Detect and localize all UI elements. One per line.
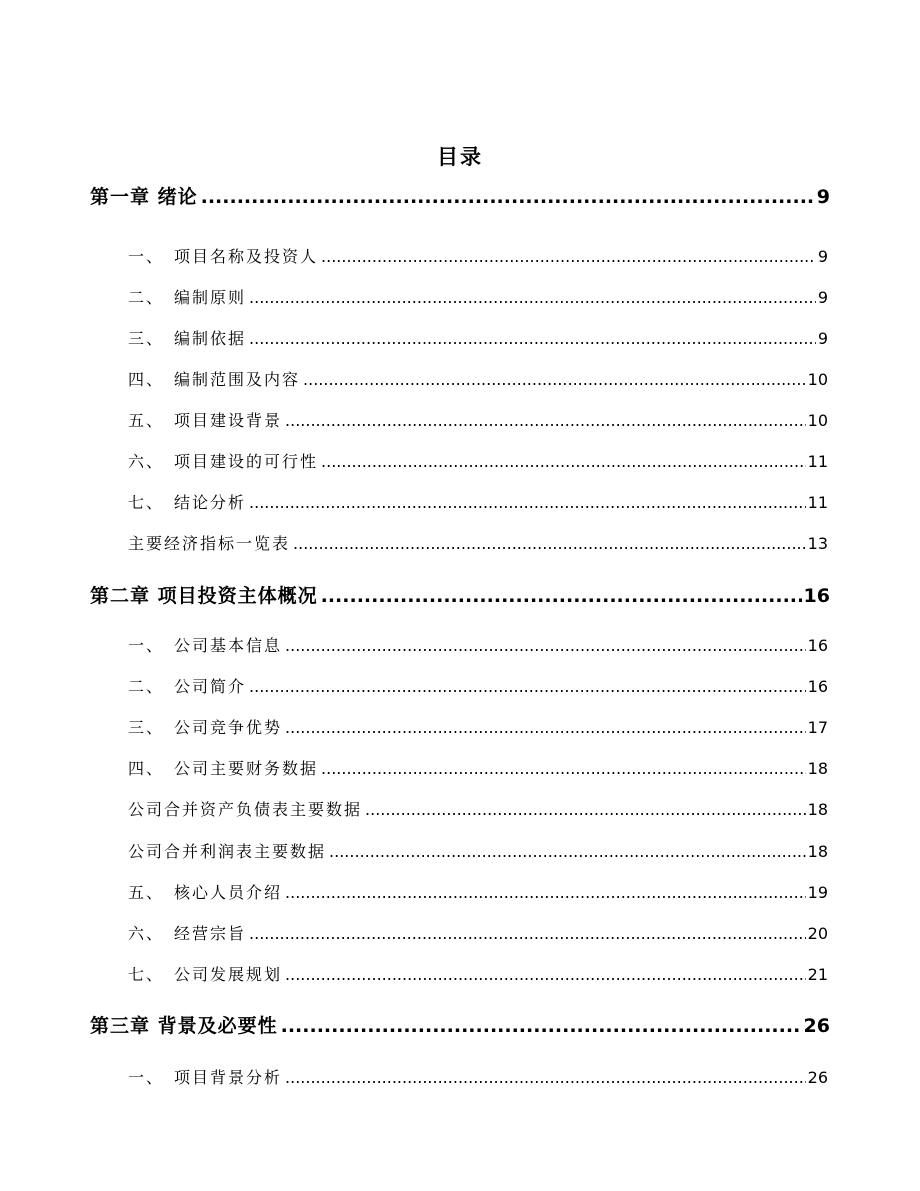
toc-entry-number: 七、 — [128, 493, 165, 512]
toc-entry-page: 18 — [807, 800, 828, 819]
toc-entry-number: 四、 — [128, 759, 165, 778]
toc-leader-dots — [249, 675, 806, 699]
toc-leader-dots — [249, 491, 806, 515]
toc-entry-number: 一、 — [128, 247, 165, 266]
toc-leader-dots — [321, 450, 806, 474]
toc-entry-section[interactable] — [128, 245, 828, 269]
toc-entry-section[interactable] — [128, 1066, 828, 1090]
toc-entry-label: 第三章 背景及必要性 — [90, 1015, 278, 1037]
toc-entry-page: 18 — [807, 842, 828, 861]
toc-entry-page: 16 — [807, 677, 828, 696]
toc-entry-number: 三、 — [128, 329, 165, 348]
toc-leader-dots — [249, 327, 816, 351]
toc-entry-number: 五、 — [128, 411, 165, 430]
toc-entry-section[interactable] — [128, 716, 828, 740]
toc-entry-label: 经营宗旨 — [174, 924, 247, 943]
toc-entry-section[interactable] — [128, 450, 828, 474]
toc-leader-dots — [285, 1066, 806, 1090]
toc-entry-section[interactable] — [128, 963, 828, 987]
toc-entry-label: 公司基本信息 — [174, 636, 283, 655]
toc-entry-section[interactable] — [128, 634, 828, 658]
toc-entry-number: 六、 — [128, 452, 165, 471]
toc-entry-label: 项目建设背景 — [174, 411, 283, 430]
toc-entry-section[interactable] — [128, 532, 828, 556]
toc-leader-dots — [365, 798, 806, 822]
toc-entry-page: 10 — [807, 411, 828, 430]
toc-entry-section[interactable] — [128, 286, 828, 310]
toc-entry-page: 9 — [817, 247, 828, 266]
toc-entry-number: 四、 — [128, 370, 165, 389]
toc-entry-section[interactable] — [128, 798, 828, 822]
toc-entry-section[interactable] — [128, 368, 828, 392]
toc-entry-label: 项目建设的可行性 — [174, 452, 319, 471]
toc-entry-page: 16 — [807, 636, 828, 655]
toc-entry-label: 公司合并资产负债表主要数据 — [128, 800, 363, 819]
toc-entry-page: 17 — [807, 718, 828, 737]
toc-leader-dots — [285, 881, 806, 905]
toc-entry-label: 公司简介 — [174, 677, 247, 696]
toc-entry-page: 18 — [807, 759, 828, 778]
toc-entry-label: 编制依据 — [174, 329, 247, 348]
toc-leader-dots — [285, 716, 806, 740]
toc-leader-dots — [303, 368, 806, 392]
toc-leader-dots — [285, 963, 806, 987]
toc-entry-number: 一、 — [128, 636, 165, 655]
toc-entry-label: 核心人员介绍 — [174, 883, 283, 902]
toc-entry-page: 9 — [817, 329, 828, 348]
toc-entry-label: 公司竞争优势 — [174, 718, 283, 737]
toc-entry-section[interactable] — [128, 881, 828, 905]
toc-entry-page: 10 — [807, 370, 828, 389]
toc-leader-dots — [285, 634, 806, 658]
toc-entry-chapter-3[interactable] — [90, 1012, 830, 1040]
toc-entry-number: 二、 — [128, 677, 165, 696]
toc-entry-label: 编制原则 — [174, 288, 247, 307]
toc-entry-page: 9 — [817, 288, 828, 307]
toc-entry-number: 三、 — [128, 718, 165, 737]
toc-entry-section[interactable] — [128, 922, 828, 946]
toc-entry-number: 二、 — [128, 288, 165, 307]
toc-entry-label: 项目背景分析 — [174, 1068, 283, 1087]
toc-entry-section[interactable] — [128, 327, 828, 351]
toc-entry-number: 七、 — [128, 965, 165, 984]
toc-leader-dots — [321, 757, 806, 781]
toc-entry-page: 19 — [807, 883, 828, 902]
toc-entry-number: 一、 — [128, 1068, 165, 1087]
toc-entry-label: 编制范围及内容 — [174, 370, 301, 389]
toc-entry-page: 21 — [807, 965, 828, 984]
toc-entry-section[interactable] — [128, 757, 828, 781]
toc-entry-section[interactable] — [128, 409, 828, 433]
toc-entry-label: 主要经济指标一览表 — [128, 534, 291, 553]
toc-entry-label: 项目名称及投资人 — [174, 247, 319, 266]
toc-entry-page: 11 — [807, 452, 828, 471]
toc-leader-dots — [249, 922, 806, 946]
toc-entry-label: 公司主要财务数据 — [174, 759, 319, 778]
toc-leader-dots — [249, 286, 816, 310]
toc-entry-label: 结论分析 — [174, 493, 247, 512]
toc-entry-chapter-1[interactable] — [90, 183, 830, 211]
toc-entry-label: 公司发展规划 — [174, 965, 283, 984]
toc-leader-dots — [201, 183, 815, 211]
toc-entry-page: 11 — [807, 493, 828, 512]
toc-entry-section[interactable] — [128, 840, 828, 864]
toc-leader-dots — [281, 1012, 802, 1040]
toc-leader-dots — [329, 840, 806, 864]
toc-entry-label: 公司合并利润表主要数据 — [128, 842, 327, 861]
toc-entry-page: 16 — [803, 585, 830, 607]
toc-entry-page: 26 — [803, 1015, 830, 1037]
toc-title: 目录 — [437, 145, 483, 169]
toc-entry-page: 20 — [807, 924, 828, 943]
toc-entry-section[interactable] — [128, 491, 828, 515]
toc-entry-number: 六、 — [128, 924, 165, 943]
toc-entry-page: 9 — [816, 186, 830, 208]
toc-entry-section[interactable] — [128, 675, 828, 699]
toc-entry-number: 五、 — [128, 883, 165, 902]
toc-entry-label: 第一章 绪论 — [90, 186, 198, 208]
toc-leader-dots — [285, 409, 806, 433]
toc-entry-page: 26 — [807, 1068, 828, 1087]
toc-leader-dots — [321, 245, 816, 269]
toc-entry-chapter-2[interactable] — [90, 582, 830, 610]
toc-entry-page: 13 — [807, 534, 828, 553]
toc-leader-dots — [293, 532, 806, 556]
toc-leader-dots — [321, 582, 802, 610]
toc-entry-label: 第二章 项目投资主体概况 — [90, 585, 318, 607]
